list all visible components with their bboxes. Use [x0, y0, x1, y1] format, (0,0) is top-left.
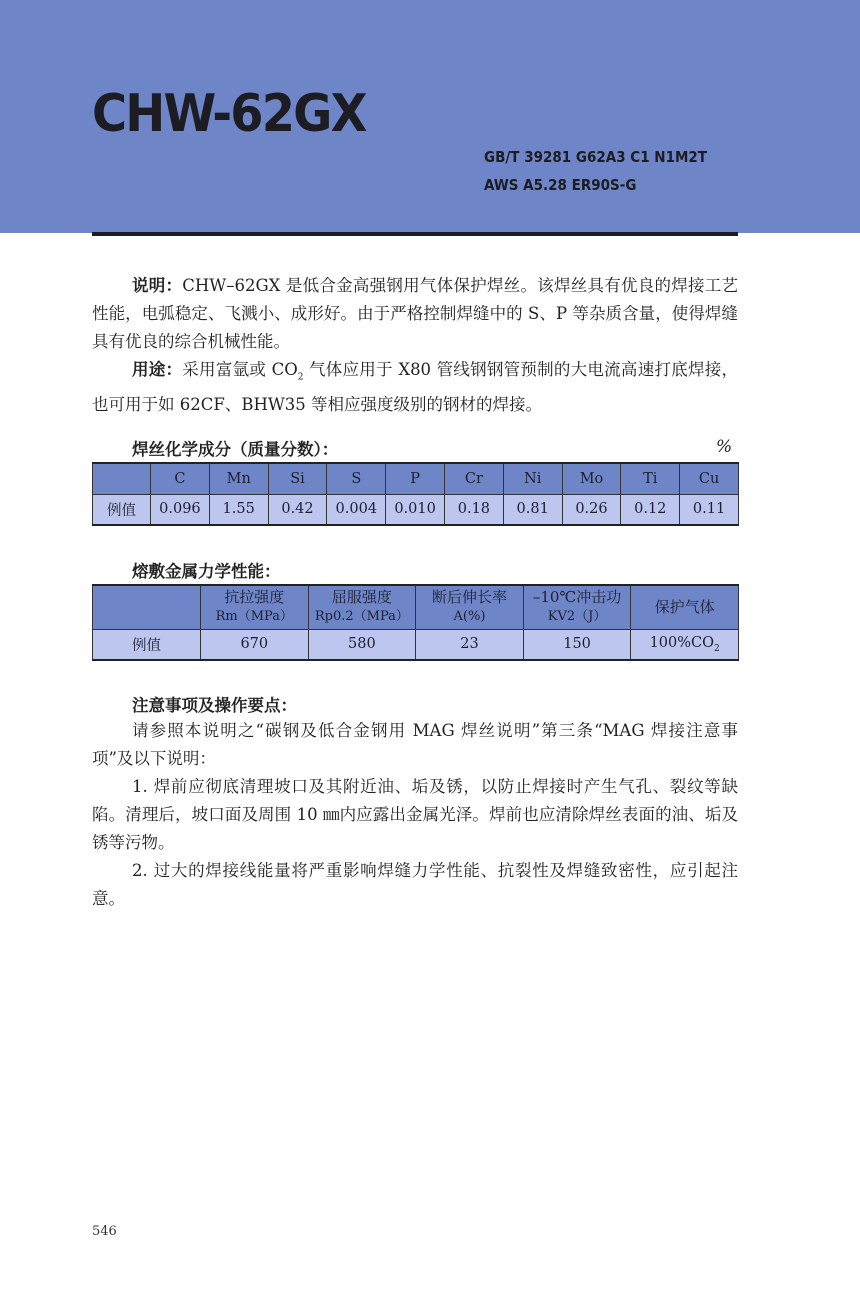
usage-label: 用途： — [132, 360, 183, 379]
elongation-unit: A(%) — [453, 609, 486, 625]
chem-col-c: C — [151, 463, 210, 494]
chem-header-row — [93, 463, 739, 494]
mech-col-yield — [308, 585, 416, 629]
description-paragraph — [92, 272, 738, 356]
header-rule — [92, 232, 738, 236]
mech-col-elongation — [416, 585, 524, 629]
unit-mark: % — [716, 437, 733, 457]
chem-val-mn: 1.55 — [209, 494, 268, 525]
notes-heading: 注意事项及操作要点： — [132, 696, 297, 715]
notes-block — [92, 717, 738, 913]
notes-paragraph-1: 请参照本说明之“碳钢及低合金钢用 MAG 焊丝说明”第三条“MAG 焊接注意事项”及以下说明： — [92, 721, 738, 768]
chem-val-ti: 0.12 — [621, 494, 680, 525]
notes-paragraph-3: 2. 过大的焊接线能量将严重影响焊缝力学性能、抗裂性及焊缝致密性，应引起注意。 — [92, 861, 738, 908]
chem-col-mo: Mo — [562, 463, 621, 494]
description-text: CHW–62GX 是低合金高强钢用气体保护焊丝。该焊丝具有优良的焊接工艺性能，电弧稳定、飞溅小、成形好。由于严格控制焊缝中的 S、P 等杂质含量，使得焊缝具有优良的综合机械性能。 — [92, 276, 738, 351]
mech-col-impact — [523, 585, 631, 629]
chem-table — [92, 462, 739, 526]
impact-unit: KV2（J） — [547, 609, 607, 625]
chem-val-p: 0.010 — [386, 494, 445, 525]
usage-subscript: 2 — [297, 372, 304, 383]
mech-corner-cell — [93, 585, 201, 629]
mech-val-gas — [631, 629, 739, 660]
elongation-label: 断后伸长率 — [431, 588, 507, 607]
description-label: 说明： — [132, 276, 183, 295]
mech-val-impact: 150 — [523, 629, 631, 660]
chem-val-c: 0.096 — [151, 494, 210, 525]
intro-block — [92, 272, 738, 419]
chem-val-mo: 0.26 — [562, 494, 621, 525]
chem-col-ni: Ni — [503, 463, 562, 494]
chem-col-cr: Cr — [444, 463, 503, 494]
usage-paragraph — [92, 356, 738, 419]
chem-val-cu: 0.11 — [680, 494, 739, 525]
chem-heading: 焊丝化学成分（质量分数）： — [132, 440, 339, 459]
mech-header-row — [93, 585, 739, 629]
impact-label: –10℃冲击功 — [532, 588, 622, 607]
mech-col-tensile — [201, 585, 309, 629]
standard-aws: AWS A5.28 ER90S-G — [484, 176, 637, 194]
product-title: CHW-62GX — [92, 84, 366, 144]
page-number: 546 — [92, 1224, 117, 1239]
chem-value-row — [93, 494, 739, 525]
chem-col-s: S — [327, 463, 386, 494]
standard-gb: GB/T 39281 G62A3 C1 N1M2T — [484, 148, 708, 166]
chem-val-ni: 0.81 — [503, 494, 562, 525]
notes-paragraph-2: 1. 焊前应彻底清理坡口及其附近油、垢及锈，以防止焊接时产生气孔、裂纹等缺陷。清理后，坡口面及周围 10 ㎜内应露出金属光泽。焊前也应清除焊丝表面的油、垢及锈等污物。 — [92, 777, 738, 852]
gas-subscript: 2 — [714, 643, 720, 654]
standards-block — [484, 143, 707, 199]
tensile-label: 抗拉强度 — [224, 588, 285, 607]
mech-heading: 熔敷金属力学性能： — [132, 562, 281, 581]
chem-col-ti: Ti — [621, 463, 680, 494]
chem-col-mn: Mn — [209, 463, 268, 494]
chem-val-si: 0.42 — [268, 494, 327, 525]
gas-value: 100%CO — [649, 634, 715, 651]
mech-table — [92, 584, 739, 661]
usage-text-1: 采用富氩或 CO — [182, 360, 298, 379]
chem-col-si: Si — [268, 463, 327, 494]
chem-corner-cell — [93, 463, 151, 494]
chem-val-s: 0.004 — [327, 494, 386, 525]
tensile-unit: Rm（MPa） — [215, 609, 293, 625]
yield-unit: Rp0.2（MPa） — [314, 609, 409, 625]
chem-val-cr: 0.18 — [444, 494, 503, 525]
yield-label: 屈服强度 — [331, 588, 392, 607]
mech-val-elongation: 23 — [416, 629, 524, 660]
mech-val-yield: 580 — [308, 629, 416, 660]
chem-row-label: 例值 — [93, 494, 151, 525]
usage-text-2: 气体应用于 X80 管线钢钢管预制的大电流高速打底焊接，也可用于如 62CF、BHW35 等相应强度级别的钢材的焊接。 — [92, 360, 739, 415]
mech-col-gas: 保护气体 — [631, 585, 739, 629]
mech-val-tensile: 670 — [201, 629, 309, 660]
mech-row-label: 例值 — [93, 629, 201, 660]
chem-col-cu: Cu — [680, 463, 739, 494]
chem-col-p: P — [386, 463, 445, 494]
mech-value-row — [93, 629, 739, 660]
